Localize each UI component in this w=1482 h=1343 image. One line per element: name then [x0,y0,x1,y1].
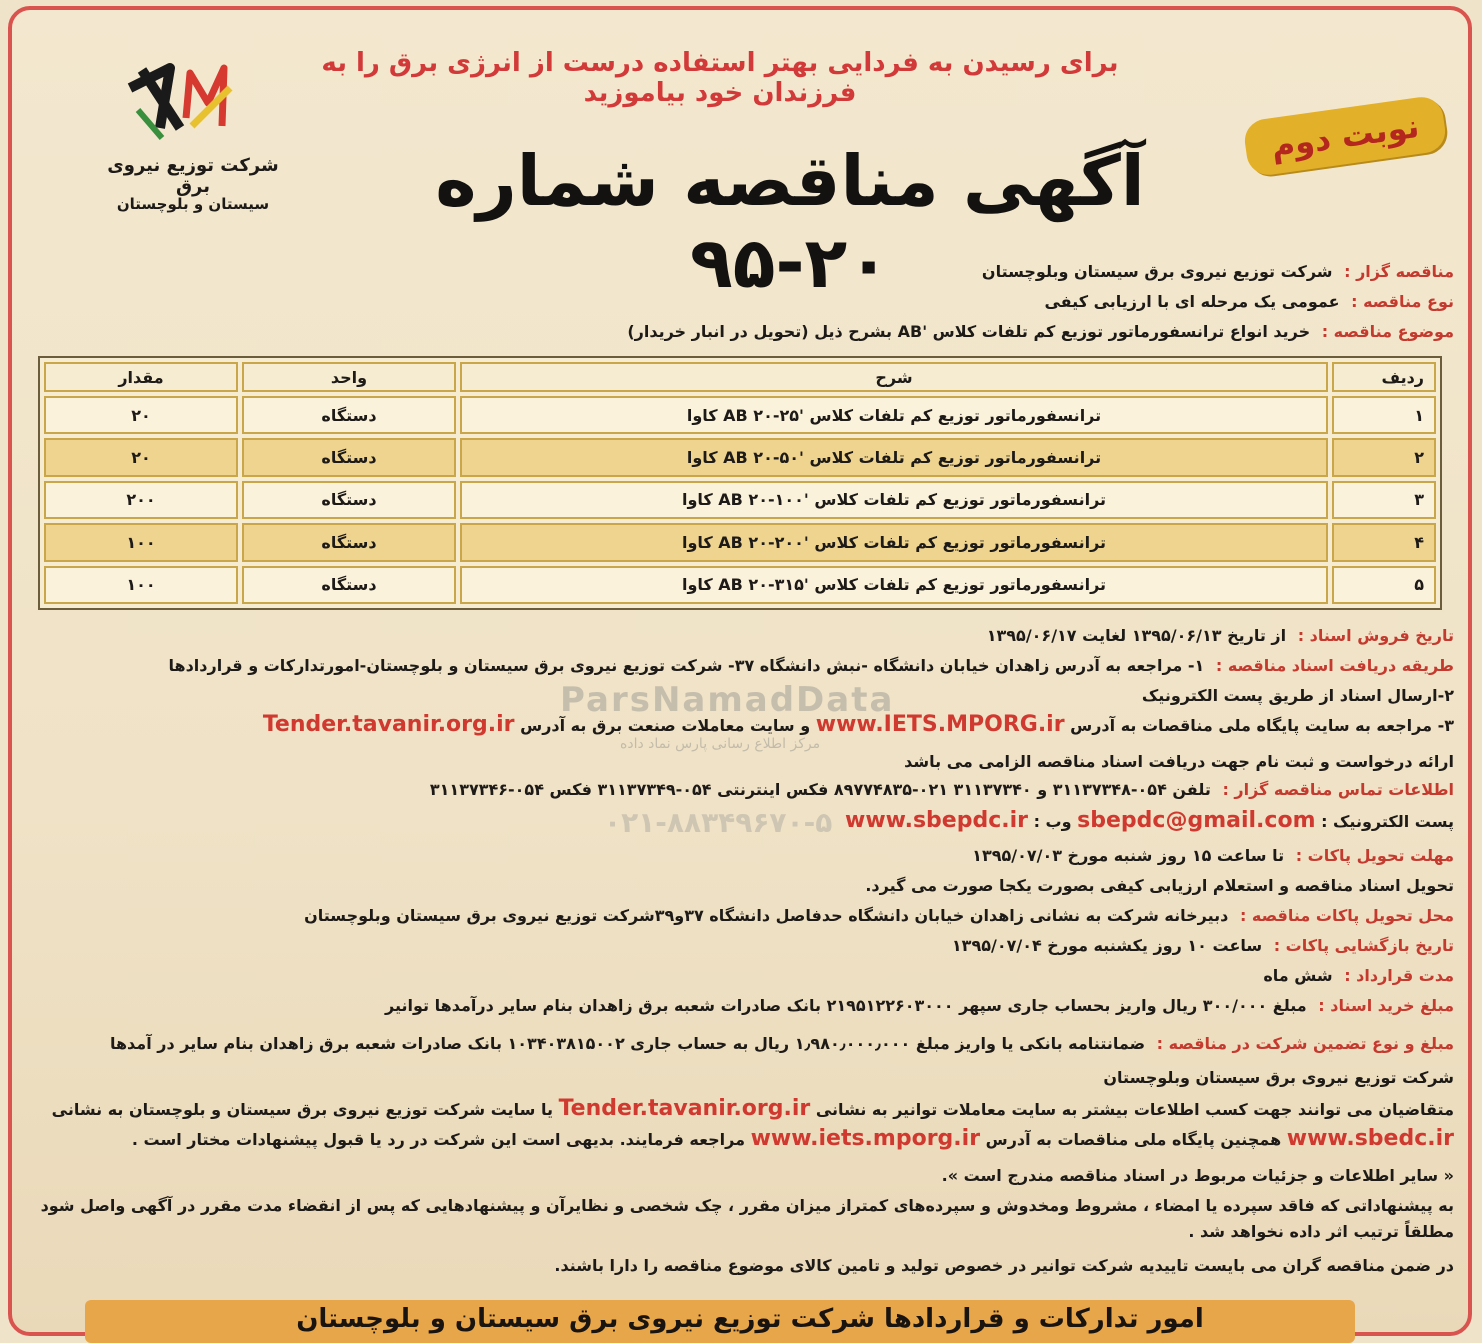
note-2: به پیشنهاداتی که فاقد سپرده یا امضاء ، مشروط ومخدوش و سپرده‌های کمتراز میزان مقرر ، چک شخصی و نظایرآن و پیشنهادهایی که پس از انقضاء مدت مقرر در آگهی واصل شود [40,1196,1454,1215]
applicants-line-2 [132,1126,1454,1151]
cell-desc: ترانسفورماتور توزیع کم تلفات کلاس 'AB ۲۰-۱۰۰ کاوا [460,481,1328,519]
opening-value: ساعت ۱۰ روز یکشنبه مورخ ۱۳۹۵/۰۷/۰۴ [951,936,1263,955]
applicants-line-1 [52,1096,1454,1121]
header-no: ردیف [1332,362,1436,392]
cell-qty: ۲۰۰ [44,481,238,519]
cell-qty: ۲۰ [44,438,238,476]
company-logo [120,48,260,148]
deadline-value: تا ساعت ۱۵ روز شنبه مورخ ۱۳۹۵/۰۷/۰۳ [972,846,1285,865]
subject-value: خرید انواع ترانسفورماتور توزیع کم تلفات کلاس 'AB بشرح ذیل (تحویل در انبار خریدار) [627,322,1311,341]
iets-link[interactable]: www.IETS.MPORG.ir [815,712,1065,737]
receive-value-1: ۱- مراجعه به آدرس زاهدان خیابان دانشگاه -نبش دانشگاه ۳۷- شرکت توزیع نیروی برق سیستان و بلوچستان-امورتدارکات و قراردادها [168,656,1205,675]
contact-label: اطلاعات تماس مناقصه گزار : [1222,780,1454,799]
price-label: مبلغ خرید اسناد : [1318,996,1454,1015]
organizer-label: مناقصه گزار : [1344,262,1454,281]
cell-desc: ترانسفورماتور توزیع کم تلفات کلاس 'AB ۲۰-۳۱۵ کاوا [460,566,1328,604]
cell-unit: دستگاه [242,566,456,604]
note-3: مطلقاً ترتیب اثر داده نخواهد شد . [1188,1222,1454,1241]
sale-line [987,626,1454,645]
header-unit: واحد [242,362,456,392]
cell-unit: دستگاه [242,481,456,519]
deadline-label: مهلت تحویل پاکات : [1295,846,1454,865]
contact-line [430,780,1454,799]
applicants-text-1a: متقاضیان می توانند جهت کسب اطلاعات بیشتر به سایت معاملات توانیر به نشانی [815,1100,1454,1119]
applicants-sbedc-link[interactable]: www.sbedc.ir [1286,1126,1454,1151]
table-row [44,481,1436,519]
receive-label: طریقه دریافت اسناد مناقصه : [1215,656,1454,675]
main-title: آگهی مناقصه شماره ۲۰-۹۵ [435,140,1145,304]
sale-label: تاریخ فروش اسناد : [1297,626,1454,645]
applicants-text-1b: یا سایت شرکت توزیع نیروی برق سیستان و بلوچستان به نشانی [51,1100,553,1119]
email-line [845,808,1454,833]
table-header-row [44,362,1436,392]
guarantee-value: ضمانتنامه بانکی یا واریز مبلغ ۱٫۹۸۰٫۰۰۰٫۰۰۰ ریال به حساب جاری ۱۰۳۴۰۳۸۱۵۰۰۲ بانک صادرات شعبه برق زاهدان بنام سایر در آمدها [109,1034,1146,1053]
slogan: برای رسیدن به فردایی بهتر استفاده درست از انرژی برق را به فرزندان خود بیاموزید [321,48,1119,108]
note-4: در ضمن مناقصه گران می بایست تاییدیه شرکت توانیر در خصوص تولید و تامین کالای موضوع مناقصه را دارا باشند. [554,1256,1454,1275]
place-label: محل تحویل پاکات مناقصه : [1239,906,1454,925]
footer-text: امور تدارکات و قراردادها شرکت توزیع نیروی برق سیستان و بلوچستان [296,1304,1204,1334]
cell-no: ۱ [1332,396,1436,434]
receive-value-2: ۲-ارسال اسناد از طریق پست الکترونیک [1141,686,1454,705]
header-qty: مقدار [44,362,238,392]
note-1: « سایر اطلاعات و جزئیات مربوط در اسناد مناقصه مندرج است ». [941,1166,1454,1185]
duration-value: شش ماه [1263,966,1333,985]
cell-unit: دستگاه [242,438,456,476]
subject-label: موضوع مناقصه : [1321,322,1454,341]
receive-line-3 [263,712,1454,737]
request-line: ارائه درخواست و ثبت نام جهت دریافت اسناد مناقصه الزامی می باشد [904,752,1454,771]
cell-qty: ۲۰ [44,396,238,434]
deadline-line [972,846,1454,865]
watermark-subtitle: مرکز اطلاع رسانی پارس نماد داده [620,736,821,752]
email-label: پست الکترونیک : [1321,812,1454,831]
place-line [304,906,1454,925]
applicants-text-2b: مراجعه فرمایند. بدیهی است این شرکت در رد یا قبول پیشنهادات مختار است . [131,1130,745,1149]
deadline-note: تحویل اسناد مناقصه و استعلام ارزیابی کیفی بصورت یکجا صورت می گیرد. [865,876,1454,895]
cell-no: ۴ [1332,523,1436,561]
header-desc: شرح [460,362,1328,392]
opening-label: تاریخ بازگشایی پاکات : [1273,936,1454,955]
cell-no: ۳ [1332,481,1436,519]
watermark: ParsNamadData [560,680,895,720]
cell-unit: دستگاه [242,396,456,434]
place-value: دبیرخانه شرکت به نشانی زاهدان خیابان دانشگاه حدفاصل دانشگاه ۳۷و۳۹شرکت توزیع نیروی برق سیستان وبلوچستان [304,906,1229,925]
contact-value: تلفن ۰۵۴-۳۱۱۳۷۳۴۸ و ۳۱۱۳۷۳۴۰ ۰۲۱-۸۹۷۷۴۸۳۵ فکس اینترنتی ۰۵۴-۳۱۱۳۷۳۴۹ فکس ۰۵۴-۳۱۱۳۷۳۴۶ [429,780,1211,799]
type-label: نوع مناقصه : [1351,292,1454,311]
applicants-iets-link[interactable]: www.iets.mporg.ir [750,1126,981,1151]
receive-value-3b: و سایت معاملات صنعت برق به آدرس [520,716,811,735]
watermark-phone: ۰۲۱-۸۸۳۴۹۶۷۰-۵ [604,806,833,839]
web-label: وب : [1033,812,1072,831]
subject-line [627,322,1454,341]
guarantee-line [110,1034,1454,1053]
cell-desc: ترانسفورماتور توزیع کم تلفات کلاس 'AB ۲۰-۲۵ کاوا [460,396,1328,434]
organizer-value: شرکت توزیع نیروی برق سیستان وبلوچستان [981,262,1333,281]
guarantee-label: مبلغ و نوع تضمین شرکت در مناقصه : [1156,1034,1454,1053]
cell-qty: ۱۰۰ [44,566,238,604]
applicants-tender-link[interactable]: Tender.tavanir.org.ir [558,1096,811,1121]
price-value: مبلغ ۳۰۰/۰۰۰ ریال واریز بحساب جاری سپهر ۲۱۹۵۱۲۲۶۰۳۰۰۰ بانک صادرات شعبه برق زاهدان بنام سایر درآمدها توانیر [385,996,1307,1015]
guarantee-value-2: شرکت توزیع نیروی برق سیستان وبلوچستان [1103,1068,1454,1087]
table-row [44,523,1436,561]
email-link[interactable]: sbepdc@gmail.com [1077,808,1316,833]
organizer-line [982,262,1454,281]
cell-unit: دستگاه [242,523,456,561]
duration-label: مدت قرارداد : [1344,966,1454,985]
table-row [44,566,1436,604]
tender-link[interactable]: Tender.tavanir.org.ir [262,712,515,737]
duration-line [1263,966,1454,985]
web-link[interactable]: www.sbepdc.ir [845,808,1028,833]
price-line [385,996,1454,1015]
round-badge: نوبت دوم [1242,94,1448,177]
table-row [44,396,1436,434]
cell-desc: ترانسفورماتور توزیع کم تلفات کلاس 'AB ۲۰-۵۰ کاوا [460,438,1328,476]
cell-no: ۵ [1332,566,1436,604]
opening-line [952,936,1454,955]
receive-line [168,656,1454,675]
cell-no: ۲ [1332,438,1436,476]
company-name: شرکت توزیع نیروی برق [107,155,279,197]
receive-value-3: ۳- مراجعه به سایت پایگاه ملی مناقصات به آدرس [1070,716,1454,735]
type-value: عمومی یک مرحله ای با ارزیابی کیفی [1044,292,1340,311]
company-region: سیستان و بلوچستان [116,195,270,213]
cell-qty: ۱۰۰ [44,523,238,561]
items-table [38,356,1442,610]
type-line [1044,292,1454,311]
applicants-text-2a: همچنین پایگاه ملی مناقصات به آدرس [985,1130,1282,1149]
cell-desc: ترانسفورماتور توزیع کم تلفات کلاس 'AB ۲۰-۲۰۰ کاوا [460,523,1328,561]
table-row [44,438,1436,476]
sale-value: از تاریخ ۱۳۹۵/۰۶/۱۳ لغایت ۱۳۹۵/۰۶/۱۷ [986,626,1287,645]
